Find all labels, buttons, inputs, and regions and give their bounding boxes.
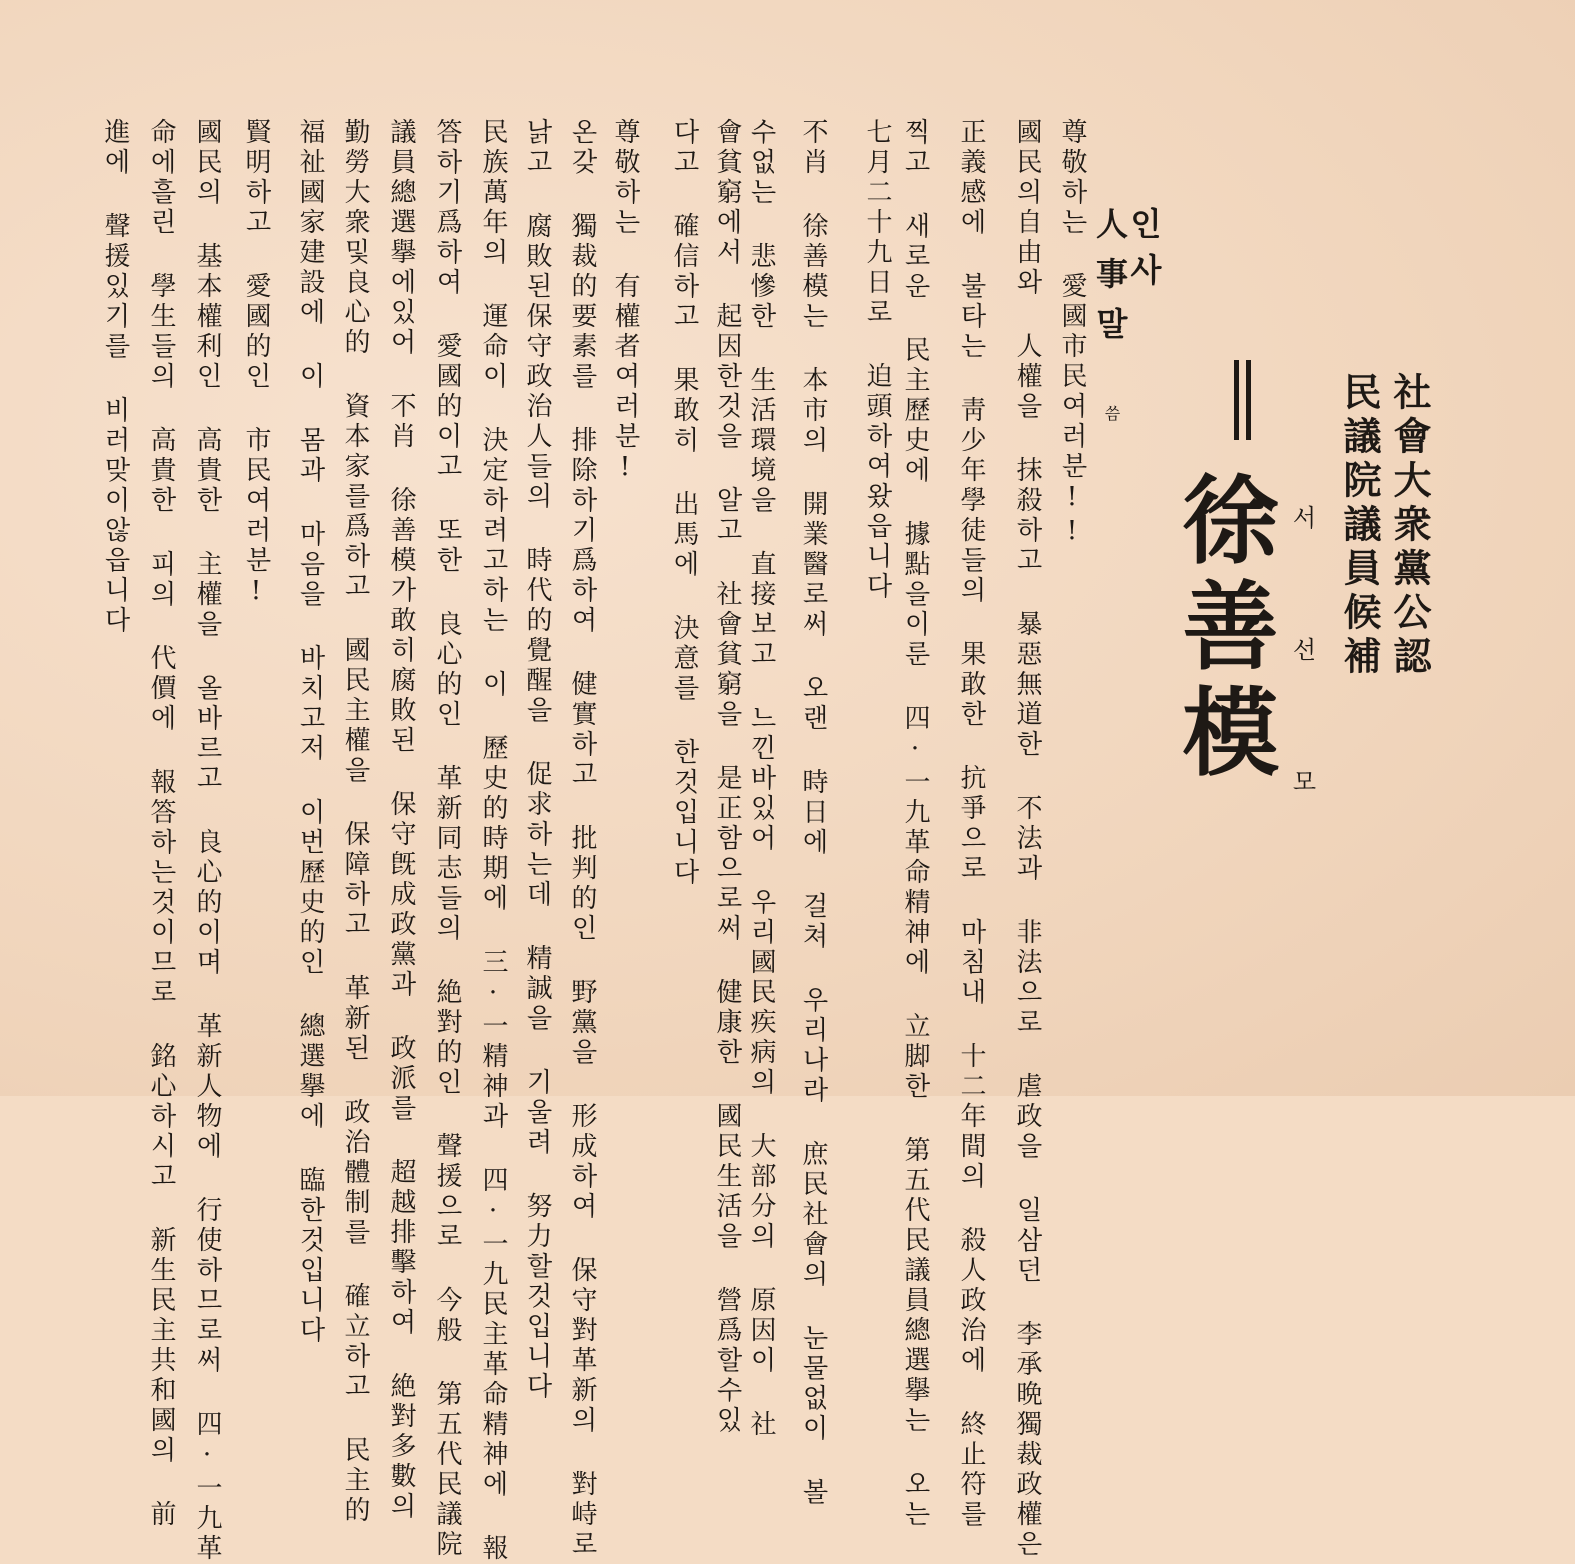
body-column: 찍고 새로운 民主歷史에 據點을이룬 四·一九革命精神에 立脚한 第五代民議員總選擧는 오는	[900, 118, 930, 1530]
greeting-suffix: 씀	[1102, 405, 1121, 421]
greeting-heading: 人事말	[1091, 207, 1129, 357]
body-column: 賢明하고 愛國的인 市民여러분!	[241, 118, 271, 610]
body-column: 議員總選擧에있어 不肖 徐善模가敢히腐敗된 保守旣成政黨과 政派를 超越排擊하여 絶對多數의	[386, 118, 416, 1522]
body-column: 尊敬하는 有權者여러분!	[610, 118, 640, 486]
body-column: 온갖 獨裁的要素를 排除하기爲하여 健實하고 批判的인 野黨을 形成하여 保守對革新의 對峙로	[567, 118, 597, 1560]
body-column: 勤勞大衆및良心的 資本家를爲하고 國民主權을 保障하고 革新된 政治體制를 確立하고 民主的	[340, 118, 370, 1526]
bleed-through-texture	[1198, 120, 1385, 270]
body-column: 國民의自由와 人權을 抹殺하고 暴惡無道한 不法과 非法으로 虐政을 일삼던 李承晩獨裁政權은	[1012, 118, 1042, 1560]
body-column: 福祉國家建設에 이 몸과 마음을 바치고저 이번歷史的인 總選擧에 臨한것입니다	[295, 118, 325, 1346]
body-column: 수없는 悲慘한 生活環境을 直接보고 느낀바있어 우리國民疾病의 大部分의 原因이 社	[746, 118, 776, 1440]
body-column: 命에흘린 學生들의 高貴한 피의 代價에 報答하는것이므로 銘心하시고 新生民主共和國의 前	[146, 118, 176, 1530]
body-column: 不肖 徐善模는 本市의 開業醫로써 오랜 時日에 걸쳐 우리나라 庶民社會의 눈물없이 볼	[798, 118, 828, 1508]
party-endorsement: 社會大衆黨公認	[1387, 372, 1432, 680]
candidate-title: 民議院議員候補	[1337, 372, 1382, 680]
body-column: 國民의 基本權利인 高貴한 主權을 올바르고 良心的이며 革新人物에 行使하므로써 四·一九革	[192, 118, 222, 1564]
body-column: 다고 確信하고 果敢히 出馬에 決意를 한것입니다	[669, 118, 699, 888]
candidate-name: 徐善模	[1167, 470, 1280, 788]
body-column: 낡고 腐敗된保守政治人들의 時代的覺醒을 促求하는데 精誠을 기울려 努力할것입니다	[522, 118, 552, 1402]
body-column: 會貧窮에서 起因한것을 알고 社會貧窮을 是正함으로써 健康한 國民生活을 營爲할수있	[712, 118, 742, 1436]
body-column: 民族萬年의 運命이 決定하려고하는 이 歷史的時期에 三·一精神과 四·一九民主革命精神에 報	[478, 118, 508, 1564]
body-column: 正義感에 불타는 靑少年學徒들의 果敢한 抗爭으로 마침내 十二年間의 殺人政治에 終止符를	[956, 118, 986, 1530]
body-column: 進에 聲援있기를 비러맞이않읍니다	[100, 118, 130, 636]
body-column: 答하기爲하여 愛國的이고 또한 良心的인 革新同志들의 絶對的인 聲援으로 今般 第五代民議院	[432, 118, 462, 1560]
greeting-heading-hangul: 인사	[1125, 207, 1163, 299]
name-hangul-reading: 서선모	[1288, 505, 1316, 901]
body-column: 七月二十九日로 迫頭하여왔읍니다	[862, 118, 892, 602]
double-rule-divider	[1240, 360, 1245, 440]
body-column: 尊敬하는 愛國市民여러분!!	[1057, 118, 1087, 550]
